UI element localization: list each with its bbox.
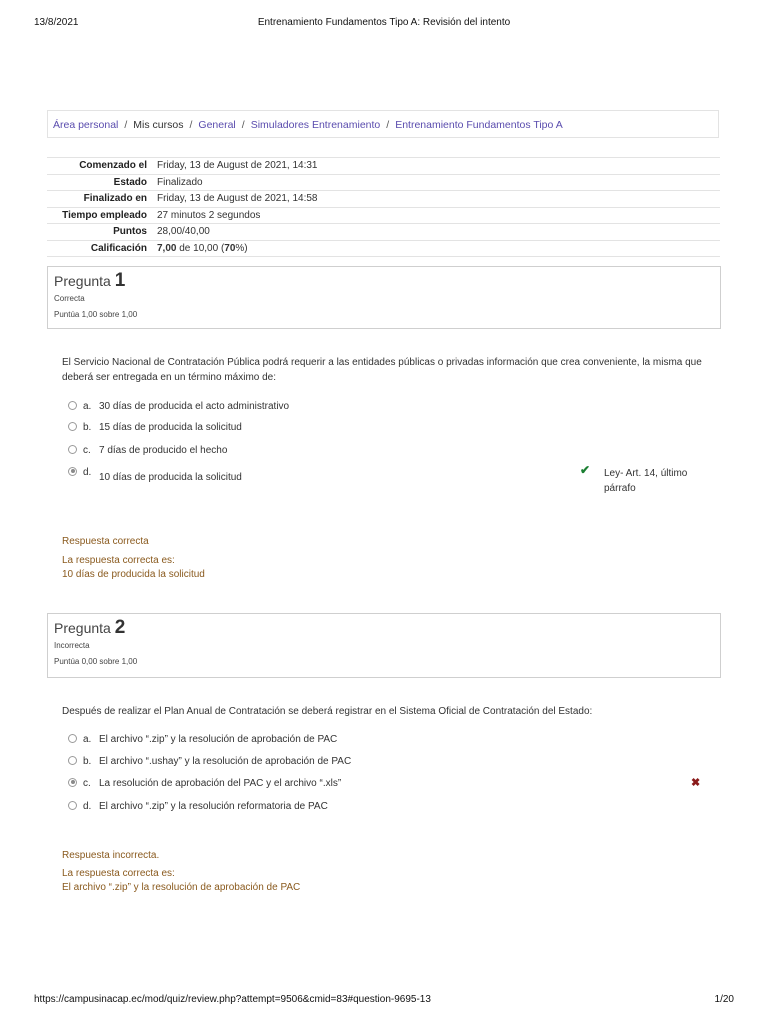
question-1-outcome: Respuesta correcta	[62, 536, 149, 547]
summary-row	[47, 224, 720, 241]
option-letter: a.	[83, 734, 92, 745]
breadcrumb-mis-cursos: Mis cursos	[133, 119, 184, 131]
question-label: Pregunta	[54, 620, 111, 636]
radio-button-checked[interactable]	[68, 778, 77, 787]
radio-button[interactable]	[68, 801, 77, 810]
question-number	[54, 270, 714, 292]
question-2-option-d[interactable]	[68, 800, 328, 814]
check-icon: ✔	[580, 463, 591, 477]
breadcrumb-separator: /	[241, 119, 245, 131]
summary-row	[47, 207, 720, 224]
summary-grade	[152, 240, 720, 257]
radio-button[interactable]	[68, 756, 77, 765]
option-text: El archivo “.ushay” y la resolución de aprobación de PAC	[99, 756, 352, 767]
summary-label: Tiempo empleado	[62, 209, 147, 221]
question-state: Incorrecta	[54, 641, 90, 650]
summary-label: Finalizado en	[83, 193, 147, 205]
summary-row	[47, 240, 720, 257]
question-number-value: 2	[114, 617, 126, 638]
breadcrumb-general[interactable]: General	[198, 119, 236, 131]
question-grade: Puntúa 0,00 sobre 1,00	[54, 657, 138, 666]
print-header	[0, 17, 768, 31]
breadcrumb-quiz[interactable]: Entrenamiento Fundamentos Tipo A	[395, 119, 563, 131]
radio-button[interactable]	[68, 734, 77, 743]
summary-label: Comenzado el	[79, 160, 147, 172]
grade-score: 7,00	[157, 242, 177, 254]
summary-label: Calificación	[90, 242, 147, 254]
question-1-option-c[interactable]	[68, 444, 227, 458]
option-letter: d.	[83, 467, 92, 478]
question-2-option-a[interactable]	[68, 733, 337, 747]
breadcrumb-separator: /	[386, 119, 390, 131]
question-2-info	[47, 613, 721, 678]
print-url: https://campusinacap.ec/mod/quiz/review.php?attempt=9506&cmid=83#question-9695-13	[34, 994, 431, 1005]
question-1-option-b[interactable]	[68, 421, 242, 435]
question-1-info	[47, 266, 721, 329]
option-letter: b.	[83, 756, 92, 767]
option-letter: c.	[83, 445, 91, 456]
summary-value: Friday, 13 de August de 2021, 14:58	[157, 193, 318, 205]
question-label: Pregunta	[54, 273, 111, 289]
radio-button-checked[interactable]	[68, 467, 77, 476]
summary-value: Friday, 13 de August de 2021, 14:31	[157, 160, 318, 172]
question-2-option-c[interactable]	[68, 777, 341, 791]
question-number	[54, 617, 714, 639]
option-text: El archivo “.zip” y la resolución de aprobación de PAC	[99, 734, 338, 745]
grade-percent: 70	[224, 242, 236, 254]
option-text: 15 días de producida la solicitud	[99, 422, 242, 433]
attempt-summary-table	[47, 157, 720, 257]
option-letter: a.	[83, 401, 92, 412]
summary-row	[47, 174, 720, 191]
summary-label: Puntos	[113, 226, 147, 238]
print-page-number: 1/20	[714, 994, 734, 1005]
question-1-feedback: Ley- Art. 14, último párrafo	[604, 468, 688, 494]
question-1-option-d-text: 10 días de producida la solicitud	[99, 472, 242, 483]
question-number-value: 1	[114, 270, 126, 291]
breadcrumb-separator: /	[189, 119, 193, 131]
breadcrumb-separator: /	[124, 119, 128, 131]
option-letter: d.	[83, 801, 92, 812]
question-state: Correcta	[54, 294, 85, 303]
grade-end: %)	[235, 242, 248, 254]
radio-button[interactable]	[68, 401, 77, 410]
question-2-outcome: Respuesta incorrecta.	[62, 850, 160, 861]
cross-icon: ✖	[691, 777, 701, 789]
option-text: El archivo “.zip” y la resolución reformatoria de PAC	[99, 801, 328, 812]
option-letter: c.	[83, 778, 91, 789]
summary-label: Estado	[113, 176, 147, 188]
question-2-option-b[interactable]	[68, 755, 351, 769]
option-text: 30 días de producida el acto administrativo	[99, 401, 290, 412]
option-text: 7 días de producido el hecho	[99, 445, 228, 456]
breadcrumb-area-personal[interactable]: Área personal	[53, 119, 119, 131]
question-1-text: El Servicio Nacional de Contratación Pública podrá requerir a las entidades públicas o privadas información que crea conveniente, la misma que deberá ser entregada en un término máximo de:	[62, 357, 702, 383]
grade-mid: de 10,00 (	[176, 242, 225, 254]
summary-row	[47, 158, 720, 175]
print-title: Entrenamiento Fundamentos Tipo A: Revisión del intento	[257, 17, 511, 28]
question-1-option-d[interactable]	[68, 466, 99, 480]
print-footer	[0, 994, 768, 1008]
breadcrumb-simuladores[interactable]: Simuladores Entrenamiento	[250, 119, 381, 131]
summary-value: Finalizado	[157, 176, 203, 188]
radio-button[interactable]	[68, 445, 77, 454]
question-1-right-label: La respuesta correcta es:	[62, 555, 175, 566]
print-date: 13/8/2021	[34, 17, 79, 28]
question-1-option-a[interactable]	[68, 400, 289, 414]
option-letter: b.	[83, 422, 92, 433]
question-grade: Puntúa 1,00 sobre 1,00	[54, 310, 138, 319]
summary-row	[47, 191, 720, 208]
summary-value: 27 minutos 2 segundos	[157, 209, 261, 221]
question-2-right-answer: El archivo “.zip” y la resolución de aprobación de PAC	[62, 882, 301, 893]
radio-button[interactable]	[68, 422, 77, 431]
summary-value: 28,00/40,00	[157, 226, 210, 238]
option-text: La resolución de aprobación del PAC y el archivo “.xls”	[99, 778, 342, 789]
question-1-right-answer: 10 días de producida la solicitud	[62, 569, 205, 580]
question-2-text: Después de realizar el Plan Anual de Contratación se deberá registrar en el Sistema Oficial de Contratación del Estado:	[62, 706, 593, 717]
question-2-right-label: La respuesta correcta es:	[62, 868, 175, 879]
breadcrumb	[47, 110, 719, 138]
